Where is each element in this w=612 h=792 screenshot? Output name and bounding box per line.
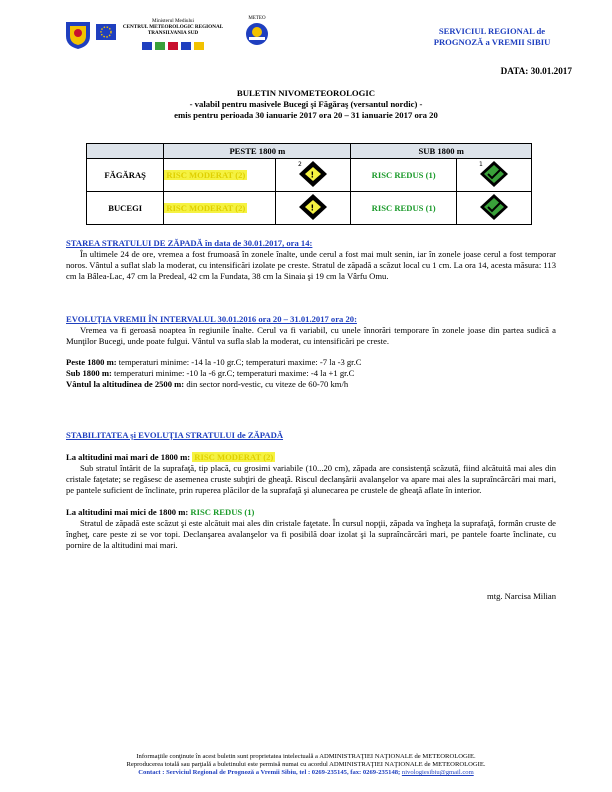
massif-name: FĂGĂRAŞ: [87, 159, 164, 192]
wind: [66, 379, 556, 390]
footer-reproduction: Reproducerea totală sau parţială a buletinului este permisă numai cu acordul ADMINISTRAŢIEI NAŢIONALE de METEOROLOGIE.: [126, 761, 486, 768]
eu-flag-icon: [96, 22, 116, 46]
avalanche-risk-2-icon: [296, 159, 330, 189]
stability-section: [66, 430, 556, 551]
risk-table: [86, 143, 532, 225]
footer-contact-text: Contact : Serviciul Regional de Prognoză a Vremii Sibiu, tel : 0269-235145, fax: 0269-235148;: [138, 769, 402, 776]
service-title-line1: SERVICIUL REGIONAL de: [438, 26, 546, 36]
meteo-logo-text: METEO: [248, 16, 266, 21]
risk-table-header: [87, 144, 532, 159]
footer-copyright: Informaţiile conţinute în acest buletin sunt proprietatea intelectuală a ADMINISTRAŢIEI NAŢIONALE de METEOROLOGIE.: [136, 753, 476, 760]
risk-below-icon-cell: [456, 192, 531, 225]
risk-low-label: RISC REDUS (1): [190, 507, 255, 517]
stability-high-text: Sub stratul întărit de la suprafaţă, tip placă, cu grosimi variabile (10...20 cm), zăpada are consistenţă scăzută, fiind alcătuită mai ales din cristale faţetate; se regăsesc de asemenea cruste subţiri de gheaţă. Riscul declanşării avalanşelor va apare mai ales la supraîncărcări mai mari, pe pantele suficient de înclinate, prin ruperea plăcilor de la suprafaţă şi alunecarea pe crustele de gheaţă aflate în interior.: [66, 463, 556, 495]
risk-below-cell: RISC REDUS (1): [351, 192, 456, 225]
partner-logo-icon: [168, 42, 178, 50]
risk-below-cell: RISC REDUS (1): [351, 159, 456, 192]
snow-state-section: [66, 238, 556, 282]
risk-below-icon-cell: [456, 159, 531, 192]
col-above-1800: PESTE 1800 m: [164, 144, 351, 159]
ministry-text: [118, 18, 228, 36]
avalanche-risk-1-icon: [477, 192, 511, 222]
partner-logo-icon: [181, 42, 191, 50]
stability-low: [66, 507, 556, 518]
table-row: [87, 192, 532, 225]
risk-moderate-label: RISC MODERAT (2): [166, 170, 246, 180]
email-link[interactable]: nivologiesibiu@gmail.com: [401, 769, 474, 776]
signature: mtg. Narcisa Milian: [487, 591, 556, 601]
svg-text:!: !: [310, 170, 315, 180]
stability-high-label: La altitudini mai mari de 1800 m:: [66, 452, 191, 462]
service-title: [412, 26, 572, 48]
romania-coat-of-arms-icon: [64, 18, 92, 50]
footer-contact: [40, 769, 572, 777]
header-logos: [64, 16, 274, 56]
temp-above: [66, 357, 556, 368]
temp-above-text: temperaturi minime: -14 la -10 gr.C; temperaturi maxime: -7 la -3 gr.C: [116, 357, 362, 367]
wind-label: Vântul la altitudinea de 2500 m:: [66, 379, 185, 389]
temp-below-text: temperaturi minime: -10 la -6 gr.C; temperaturi maxime: -4 la +1 gr.C: [111, 368, 355, 378]
risk-moderate-label: RISC MODERAT (2): [166, 203, 246, 213]
meteo-logo: [242, 16, 272, 54]
bulletin-title-line3: emis pentru perioada 30 ianuarie 2017 ora 20 – 31 ianuarie 2017 ora 20: [174, 110, 438, 120]
partner-logo-icon: [194, 42, 204, 50]
weather-section: [66, 314, 556, 390]
temp-above-label: Peste 1800 m:: [66, 357, 117, 367]
footer: [40, 753, 572, 777]
snow-state-heading: STAREA STRATULUI DE ZĂPADĂ în data de 30.01.2017, ora 14:: [66, 238, 313, 248]
risk-level-number: 1: [478, 161, 483, 168]
risk-above-cell: [164, 192, 276, 225]
partner-logos: [142, 42, 224, 52]
ministry-name: Ministerul Mediului: [152, 18, 194, 24]
stability-high: [66, 452, 556, 463]
center-name: CENTRUL METEOROLOGIC REGIONAL TRANSILVANIA SUD: [122, 24, 224, 36]
weather-text: Vremea va fi geroasă noaptea în regiunile înalte. Cerul va fi variabil, cu unele înnorări temporare în zonele joase din partea sudică a Munţilor Bucegi, unde poate fulgui. Vântul va sufla slab la moderat, cu intensificări pe creste.: [66, 325, 556, 346]
risk-level-number: 2: [298, 161, 303, 168]
table-row: [87, 159, 532, 192]
partner-logo-icon: [155, 42, 165, 50]
bulletin-title: [0, 88, 612, 121]
wind-text: din sector nord-vestic, cu viteze de 60-70 km/h: [184, 379, 349, 389]
risk-moderate-label: RISC MODERAT (2): [194, 452, 274, 462]
temp-below-label: Sub 1800 m:: [66, 368, 112, 378]
service-title-line2: PROGNOZĂ a VREMII SIBIU: [433, 37, 551, 47]
risk-above-cell: [164, 159, 276, 192]
stability-low-text: Stratul de zăpadă este scăzut şi este alcătuit mai ales din cristale faţetate. În cursul nopţii, zăpada va îngheţa la suprafaţă, formân cruste de îngheţ, care peste zi se vor topi. Declanşarea avalanşelor va fi posibilă doar izolat şi la supraîncărcări mari, pe pantele foarte înclinate, cu pornire de la altitudini mai mari.: [66, 518, 556, 550]
meteo-logo-icon: [245, 21, 269, 47]
snow-state-text: În ultimele 24 de ore, vremea a fost frumoasă în zonele înalte, unde cerul a fost mai mult senin, iar în zonele joase cerul a fost temporar noros. Vântul a suflat slab la moderat, cu intensificări izolate pe creste. Stratul de zăpadă a scăzut local cu 1 cm. La ora 14, acesta măsura: 113 cm la Bâlea-Lac, 47 cm la Predeal, 42 cm la Fundata, 38 cm la Sinaia şi 19 cm la Vârfu Omu.: [66, 249, 556, 281]
stability-heading: STABILITATEA şi EVOLUŢIA STRATULUI de ZĂPADĂ: [66, 430, 284, 440]
bulletin-title-line2: - valabil pentru masivele Bucegi şi Făgăraş (versantul nordic) -: [189, 99, 423, 109]
avalanche-risk-2-icon: [296, 192, 330, 222]
stability-low-label: La altitudini mai mici de 1800 m:: [66, 507, 189, 517]
temp-below: [66, 368, 556, 379]
massif-name: BUCEGI: [87, 192, 164, 225]
weather-heading: EVOLUŢIA VREMII ÎN INTERVALUL 30.01.2016 ora 20 – 31.01.2017 ora 20:: [66, 314, 357, 324]
avalanche-risk-1-icon: [477, 159, 511, 189]
col-below-1800: SUB 1800 m: [351, 144, 532, 159]
risk-above-icon-cell: [276, 159, 351, 192]
bulletin-title-line1: BULETIN NIVOMETEOROLOGIC: [236, 88, 376, 98]
partner-logo-icon: [142, 42, 152, 50]
risk-table-header-empty: [87, 144, 164, 159]
svg-text:!: !: [310, 203, 315, 213]
bulletin-date: DATA: 30.01.2017: [500, 66, 572, 76]
risk-above-icon-cell: [276, 192, 351, 225]
